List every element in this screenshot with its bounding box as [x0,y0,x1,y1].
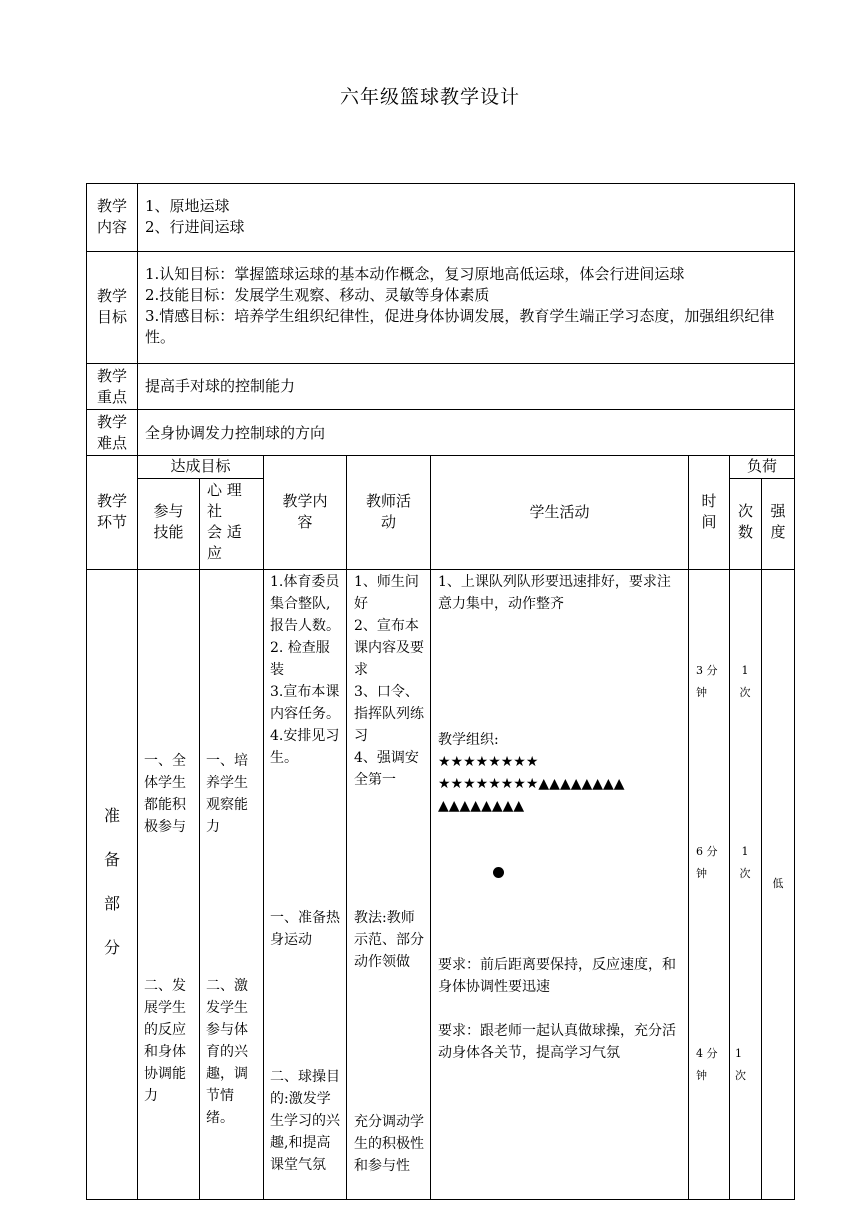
prep-count-3: 1 次 [735,1047,746,1082]
header-teacher: 教师活 动 [365,492,411,531]
prep-student-3: 要求：跟老师一起认真做球操，充分活动身体各关节，提高学习气氛 [438,1023,676,1061]
header-goals: 达成目标 [170,457,231,475]
difficulty-label: 教学 难点 [96,413,127,452]
document-title: 六年级篮球教学设计 [339,86,520,108]
objectives-label: 教学 目标 [96,287,127,326]
difficulty-text: 全身协调发力控制球的方向 [145,424,326,442]
content-items: 1、原地运球 2、行进间运球 [145,197,245,236]
prep-student-2: 要求：前后距离要保持，反应速度，和身体协调性要迅速 [438,957,676,995]
prep-teacher-3: 充分调动学生的积极性和参与性 [354,1114,424,1174]
prep-student-org-label: 教学组织: [438,732,499,748]
prep-content-1: 1.体育委员集合整队,报告人数。 2. 检查服装 3.宣布本课内容任务。 4.安排见习生。 [270,574,340,766]
objectives-items: 1.认知目标：掌握篮球运球的基本动作概念，复习原地高低运球，体会行进间运球 2.技能目标：发展学生观察、移动、灵敏等身体素质 3.情感目标：培养学生组织纪律性，促进身体协调发展，教育学生端正学习态度，加强组织纪律性。 [145,265,775,346]
keypoint-text: 提高手对球的控制能力 [145,377,296,395]
content-label: 教学 内容 [96,197,127,236]
formation-row-3: ▲▲▲▲▲▲▲▲ [438,798,525,814]
prep-count-1: 1 次 [739,664,751,699]
header-intensity: 强 度 [770,502,786,541]
header-psych: 心 理 社 会 适 应 [207,481,242,562]
prep-skills-2: 二、发展学生的反应和身体协调能力 [144,978,186,1104]
header-student: 学生活动 [529,503,590,521]
header-stage: 教学 环节 [96,492,127,531]
prep-content-3: 二、球操目的:激发学生学习的兴趣,和提高课堂气氛 [270,1069,340,1173]
prep-time-1: 3 分 钟 [696,664,718,699]
prep-intensity: 低 [772,877,784,890]
prep-count-2: 1 次 [739,845,751,880]
prep-stage-label: 准 备 部 分 [103,806,120,957]
prep-psych-1: 一、培养学生观察能力 [206,753,248,835]
prep-psych-2: 二、激发学生参与体育的兴趣，调节情绪。 [206,978,248,1126]
prep-time-2: 6 分 钟 [696,845,718,880]
keypoint-label: 教学 重点 [96,367,127,406]
header-skills: 参与 技能 [153,502,184,541]
prep-content-2: 一、准备热身运动 [270,910,340,948]
prep-time-3: 4 分 钟 [696,1047,718,1082]
formation-row-1: ★★★★★★★★ [438,754,539,770]
formation-row-2: ★★★★★★★★▲▲▲▲▲▲▲▲ [438,776,625,792]
teacher-position-dot-icon [493,867,504,878]
header-content: 教学内 容 [282,492,328,531]
prep-teacher-2: 教法:教师示范、部分动作领做 [354,910,424,970]
header-load: 负荷 [746,457,777,475]
header-time: 时 间 [701,492,717,531]
prep-skills-1: 一、全体学生都能积极参与 [144,753,186,835]
header-count: 次 数 [737,502,753,541]
prep-student-1: 1、上课队列队形要迅速排好，要求注意力集中，动作整齐 [438,574,671,612]
prep-teacher-1: 1、师生问好 2、宣布本课内容及要求 3、口令、指挥队列练习 4、强调安全第一 [354,574,424,788]
